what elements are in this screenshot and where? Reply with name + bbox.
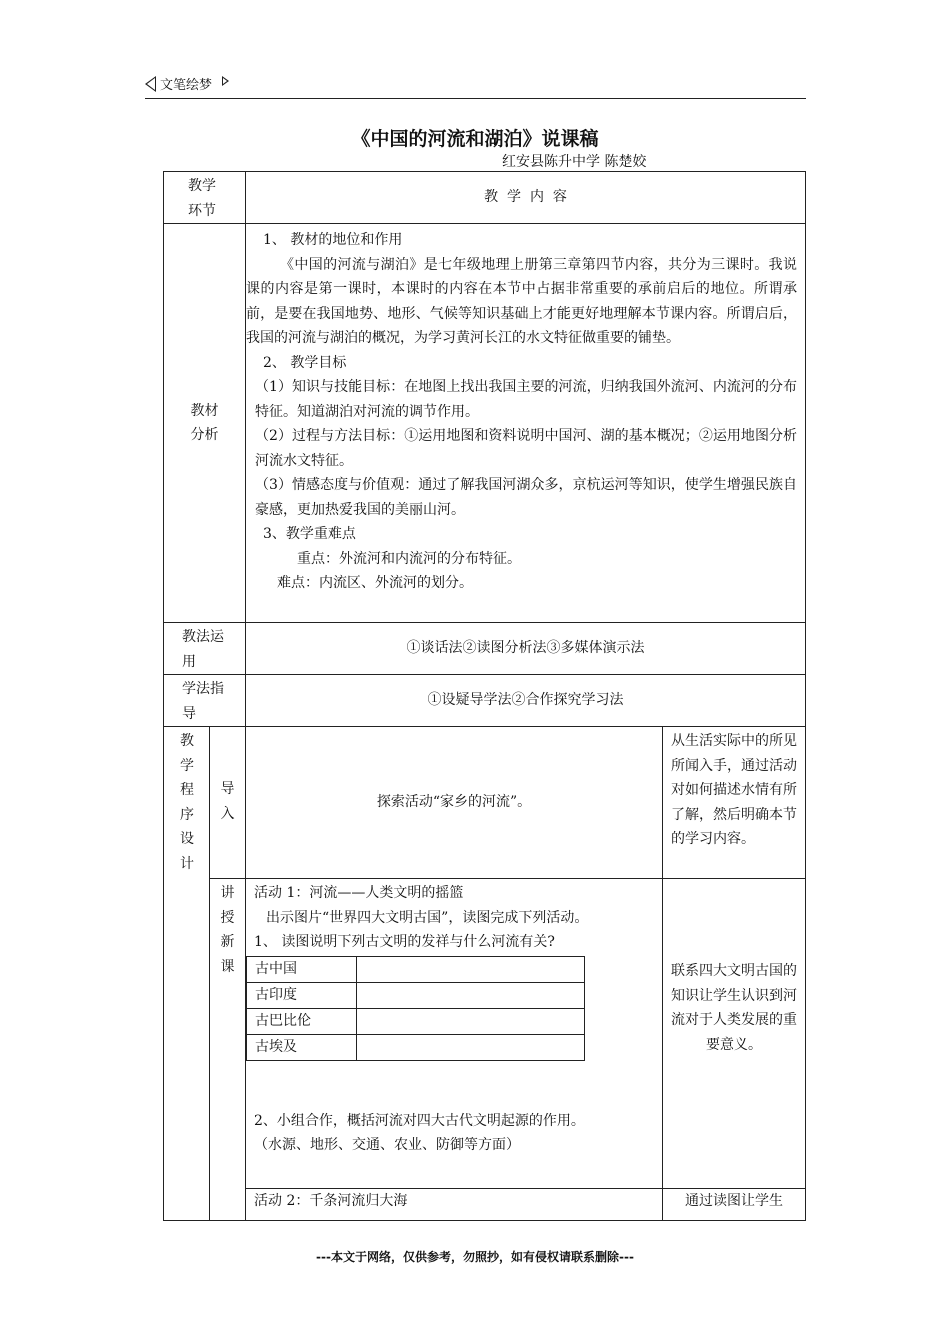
intro-text: 探索活动“家乡的河流”。 bbox=[246, 727, 663, 879]
civ-name: 古埃及 bbox=[247, 1034, 357, 1060]
analysis-line-5: （2）过程与方法目标：①运用地图和资料说明中国河、湖的基本概况；②运用地图分析河流水文特征。 bbox=[255, 428, 798, 469]
analysis-row bbox=[164, 224, 806, 623]
lecture-note: 联系四大文明古国的知识让学生认识到河流对于人类发展的重要意义。 bbox=[663, 879, 805, 1189]
intro-note: 从生活实际中的所见所闻入手，通过活动对如何描述水情有所了解，然后明确本节的学习内容。 bbox=[663, 727, 806, 879]
activity-2: 活动 2：千条河流归大海 bbox=[254, 1193, 408, 1209]
civ-answer-cell bbox=[357, 1008, 585, 1034]
lecture-content bbox=[246, 879, 663, 1221]
author-line: 红安县陈升中学 陈楚姣 bbox=[502, 154, 647, 170]
analysis-line-8: 重点：外流河和内流河的分布特征。 bbox=[297, 550, 521, 567]
analysis-line-9: 难点：内流区、外流河的划分。 bbox=[277, 575, 473, 591]
activity-1-instruction: 出示图片“世界四大文明古国”，读图完成下列活动。 bbox=[266, 909, 589, 926]
intro-label: 导入 bbox=[210, 727, 246, 879]
study-text: ①设疑导学法②合作探究学习法 bbox=[246, 675, 806, 727]
civ-row bbox=[247, 1034, 585, 1060]
civ-name: 古印度 bbox=[247, 982, 357, 1008]
analysis-line-6: （3）情感态度与价值观：通过了解我国河湖众多，京杭运河等知识，使学生增强民族自豪感，更加热爱我国的美丽山河。 bbox=[255, 477, 798, 518]
left-triangle-icon bbox=[145, 76, 156, 92]
lecture-row bbox=[164, 879, 806, 1221]
civ-row bbox=[247, 956, 585, 982]
method-row bbox=[164, 623, 806, 675]
analysis-line-4: （1）知识与技能目标：在地图上找出我国主要的河流，归纳我国外流河、内流河的分布特征。知道湖泊对河流的调节作用。 bbox=[255, 379, 798, 420]
analysis-line-2: 《中国的河流与湖泊》是七年级地理上册第三章第四节内容，共分为三课时。我说课的内容是第一课时，本课时的内容在本节中占据非常重要的承前启后的地位。所谓承前，是要在我国地势、地形、气候等知识基础上才能更好地理解本节课内容。所谓启后，我国的河流与湖泊的概况，为学习黄河长江的水文特征做重要的铺垫。 bbox=[246, 256, 798, 346]
brand-label: 文笔绘梦 bbox=[160, 78, 213, 93]
civ-name: 古中国 bbox=[247, 956, 357, 982]
lecture-label: 讲授新课 bbox=[210, 879, 246, 1221]
header-row bbox=[164, 172, 806, 224]
civilization-table bbox=[246, 956, 585, 1061]
civ-answer-cell bbox=[357, 956, 585, 982]
procedure-label: 教学程序设计 bbox=[164, 727, 210, 1221]
analysis-line-1: 1、 教材的地位和作用 bbox=[263, 232, 403, 248]
col-header-section: 教学环节 bbox=[164, 172, 246, 224]
lecture-note-2: 通过读图让学生 bbox=[685, 1193, 783, 1209]
civ-row bbox=[247, 982, 585, 1008]
lecture-note-cell bbox=[663, 879, 806, 1221]
civ-name: 古巴比伦 bbox=[247, 1008, 357, 1034]
lesson-table bbox=[163, 171, 806, 1221]
activity-1: 活动 1：河流——人类文明的摇篮 bbox=[254, 885, 464, 901]
right-triangle-icon bbox=[222, 76, 229, 86]
col-header-content: 教 学 内 容 bbox=[246, 172, 806, 224]
brand bbox=[145, 74, 229, 93]
study-label: 学法指导 bbox=[164, 675, 246, 727]
method-label: 教法运用 bbox=[164, 623, 246, 675]
method-text: ①谈话法②读图分析法③多媒体演示法 bbox=[246, 623, 806, 675]
analysis-line-3: 2、 教学目标 bbox=[263, 354, 347, 371]
analysis-content bbox=[246, 224, 806, 623]
analysis-line-7: 3、教学重难点 bbox=[263, 526, 356, 542]
question-1: 1、 读图说明下列古文明的发祥与什么河流有关? bbox=[254, 934, 555, 950]
civ-row bbox=[247, 1008, 585, 1034]
question-2-hint: （水源、地形、交通、农业、防御等方面） bbox=[254, 1137, 520, 1153]
analysis-label-text: 教材分析 bbox=[190, 402, 219, 443]
question-2: 2、小组合作，概括河流对四大古代文明起源的作用。 bbox=[254, 1112, 585, 1129]
intro-row bbox=[164, 727, 806, 879]
document-title: 《中国的河流和湖泊》说课稿 bbox=[351, 128, 599, 150]
civ-answer-cell bbox=[357, 982, 585, 1008]
analysis-label bbox=[164, 224, 246, 623]
civ-answer-cell bbox=[357, 1034, 585, 1060]
study-row bbox=[164, 675, 806, 727]
footer-disclaimer: ---本文于网络，仅供参考，勿照抄，如有侵权请联系删除--- bbox=[316, 1250, 634, 1264]
page-header bbox=[145, 74, 806, 99]
